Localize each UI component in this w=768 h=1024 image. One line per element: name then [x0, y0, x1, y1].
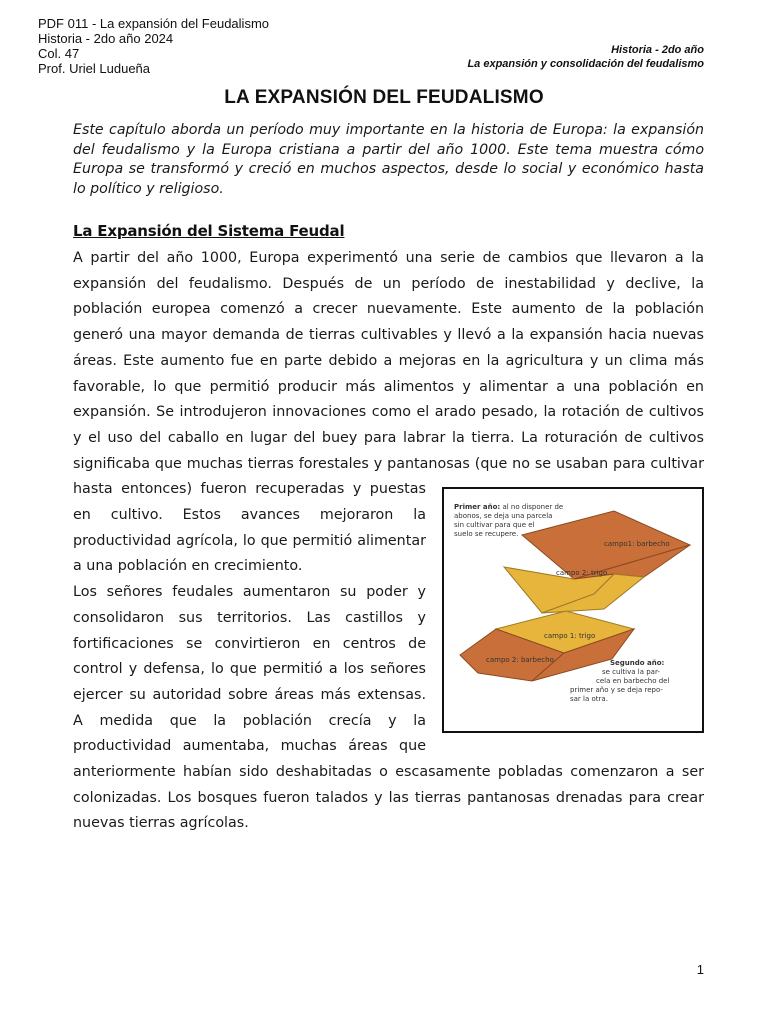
header-line-teacher: Prof. Uriel Ludueña: [38, 61, 151, 76]
year1-caption-bold: Primer año:: [454, 503, 501, 511]
page-title: LA EXPANSIÓN DEL FEUDALISMO: [224, 87, 544, 108]
crop-rotation-figure: [442, 487, 704, 733]
header-line-doc-id: PDF 011 - La expansión del Feudalismo: [38, 16, 269, 31]
document-header-left: [38, 16, 269, 76]
year2-caption-line-2: cela en barbecho del: [596, 677, 670, 685]
header-right-topic: La expansión y consolidación del feudalismo: [467, 58, 704, 70]
page-number: 1: [696, 962, 704, 977]
body-paragraph-2: Los señores feudales aumentaron su poder y consolidaron sus territorios. Las castillos y fortificaciones se convirtieron en centros de control y defensa, lo que permitió a los señores ejercer su autoridad sobre áreas más extensas. A medida que la población crecía y la productividad aumentaba, muchas áreas que anteriormente habían sido deshabitadas o escasamente pobladas comenzaron a ser colonizadas. Los bosques fueron talados y las tierras pantanosas drenadas para crear nuevas tierras agrícolas.: [73, 584, 704, 832]
year1-caption-line-2: abonos, se deja una parcela: [454, 512, 553, 520]
crop-rotation-illustration: [444, 489, 702, 731]
header-line-school: Col. 47: [38, 46, 80, 61]
year1-field-a-label: campo1: barbecho: [604, 540, 670, 548]
year2-field-a-label: campo 1: trigo: [544, 632, 596, 640]
year2-caption-line-4: sar la otra.: [570, 695, 608, 703]
section-heading: La Expansión del Sistema Feudal: [73, 222, 345, 240]
intro-paragraph: Este capítulo aborda un período muy importante en la historia de Europa: la expansión del feudalismo y la Europa cristiana a partir del año 1000. Este tema muestra cómo Europa se transformó y creció en muchos aspectos, desde lo social y económico hasta lo político y religioso.: [73, 122, 704, 197]
year1-caption-line-1: al no disponer de: [502, 503, 564, 511]
year2-caption-bold: Segundo año:: [610, 659, 665, 667]
body-text: [73, 246, 704, 837]
body-paragraph-1: A partir del año 1000, Europa experimentó una serie de cambios que llevaron a la expansión del feudalismo. Después de un período de inestabilidad y declive, la población europea comenzó a crecer nuevamente. Este aumento de la población generó una mayor demanda de tierras cultivables y llevó a la expansión hacia nuevas áreas. Este aumento fue en parte debido a mejoras en la agricultura y un clima más favorable, lo que permitió producir más alimentos y alimentar a una población en expansión. Se introdujeron innovaciones como el arado pesado, la rotación de cultivos y el uso del caballo en lugar del buey para labrar la tierra. La roturación de cultivos significaba que muchas tierras forestales y pantanosas (que no se usaban para cultivar hasta entonces) fueron recuperadas y puestas en cultivo. Estos avances mejoraron la productividad agrícola, lo que permitió alimentar a una población en crecimiento.: [73, 250, 704, 575]
year2-field-b-label: campo 2: barbecho: [486, 656, 554, 664]
year2-caption-line-3: primer año y se deja repo-: [570, 686, 663, 694]
year1-caption: [454, 503, 563, 511]
year1-caption-line-4: suelo se recupere.: [454, 530, 519, 538]
document-header-right: [467, 43, 704, 71]
header-right-subject: Historia - 2do año: [611, 44, 704, 56]
year1-caption-line-3: sin cultivar para que el: [454, 521, 535, 529]
year2-caption-line-1: se cultiva la par-: [602, 668, 660, 676]
header-line-course: Historia - 2do año 2024: [38, 31, 174, 46]
year1-field-b-label: campo 2: trigo: [556, 569, 608, 577]
